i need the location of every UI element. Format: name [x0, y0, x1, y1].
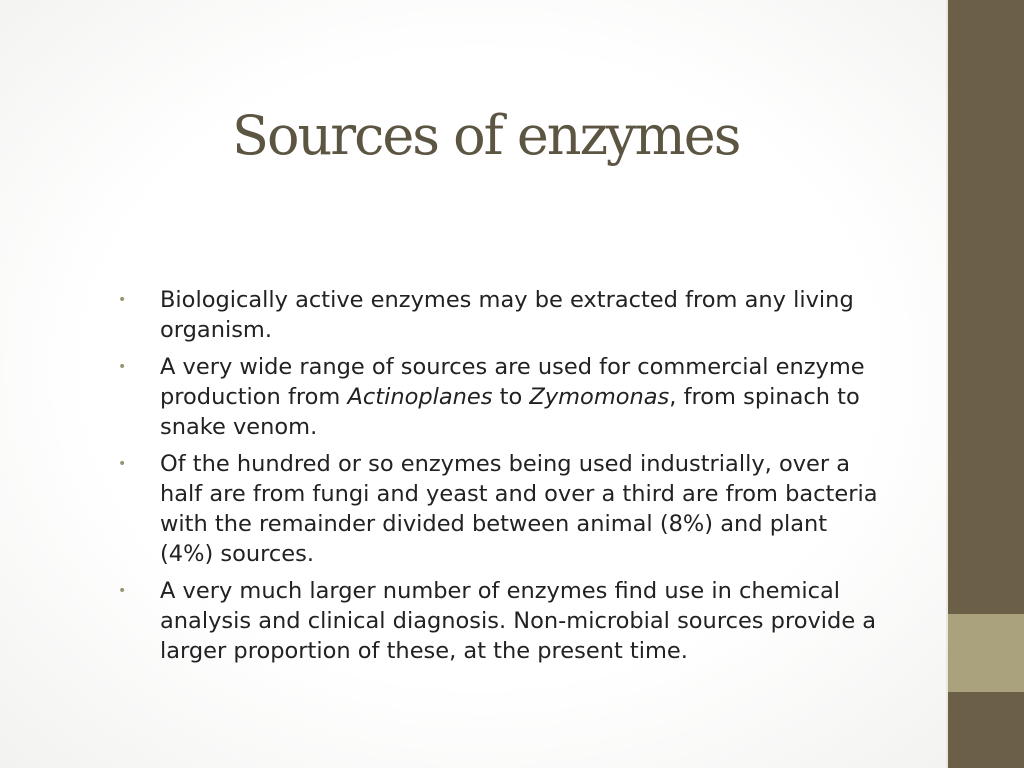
bullet-text: Of the hundred or so enzymes being used industrially, over a half are from fungi and yeast and over a third are from bacteria with the remainder divided between animal (8%) and plant (4%) sources. — [160, 451, 878, 567]
bullet-item — [118, 449, 878, 569]
bullet-dot-icon: • — [118, 456, 127, 472]
bullet-item — [118, 352, 878, 442]
bullet-text-tail: , from spinach to snake venom. — [160, 384, 860, 440]
bullet-dot-icon: • — [118, 583, 127, 599]
bullet-item — [118, 285, 878, 345]
bullet-text-lead: A very wide range of sources are used for commercial enzyme production from — [160, 354, 865, 410]
slide-title: Sources of enzymes — [232, 104, 740, 167]
bullet-text-mid: to — [492, 384, 530, 410]
bullet-item — [118, 576, 878, 666]
bullet-text: A very much larger number of enzymes find use in chemical analysis and clinical diagnosis. Non-microbial sources provide a larger proportion of these, at the present time. — [160, 578, 877, 664]
organism-name: Actinoplanes — [347, 384, 493, 410]
bullet-text — [160, 352, 878, 442]
bullet-text: Biologically active enzymes may be extracted from any living organism. — [160, 287, 854, 343]
bullet-list — [118, 285, 878, 673]
bullet-dot-icon: • — [118, 359, 127, 375]
bullet-dot-icon: • — [118, 292, 127, 308]
side-bar-accent — [948, 614, 1024, 692]
organism-name: Zymomonas — [529, 384, 670, 410]
